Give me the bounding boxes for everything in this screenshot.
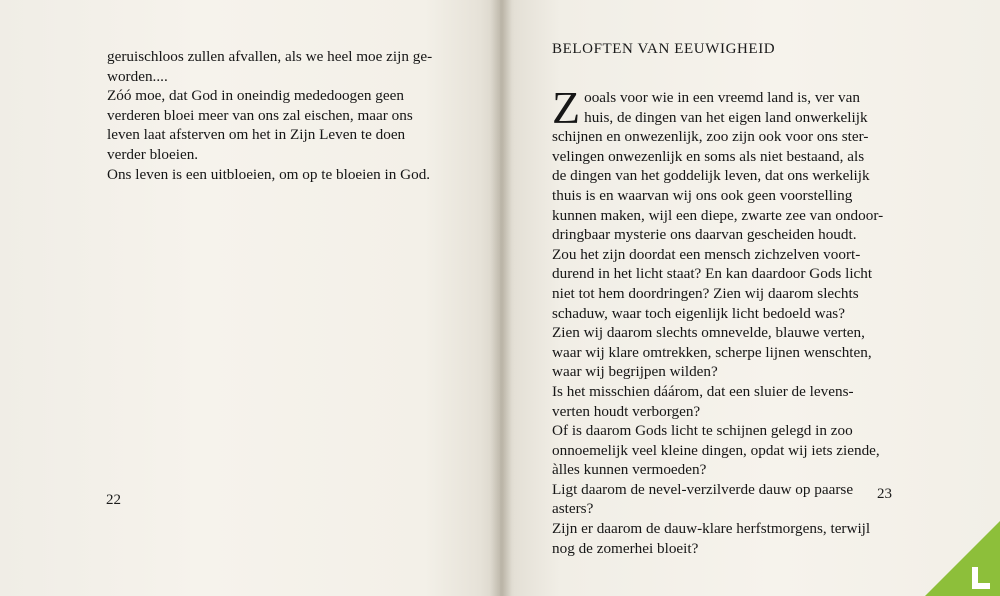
text-line: asters?	[552, 500, 594, 518]
text-line: Zou het zijn doordat een mensch zichzelven voort-	[552, 245, 861, 263]
text-line: huis, de dingen van het eigen land onwerkelijk	[584, 108, 868, 126]
watermark-logo	[925, 521, 1000, 596]
text-line: schaduw, waar toch eigenlijk licht bedoeld was?	[552, 304, 845, 322]
text-line: verderen bloei meer van ons zal eischen, maar ons	[107, 106, 413, 124]
page-number-right: 23	[877, 486, 892, 502]
text-line: geruischloos zullen afvallen, als we heel moe zijn ge-	[107, 48, 433, 65]
drop-cap: Z	[552, 82, 581, 133]
text-line: verder bloeien.	[107, 145, 199, 163]
text-line: àlles kunnen vermoeden?	[552, 461, 707, 479]
text-line: waar wij begrijpen wilden?	[552, 363, 718, 381]
text-line: Zijn er daarom de dauw-klare herfstmorgens, terwijl	[552, 520, 871, 538]
text-line: leven laat afsterven om het in Zijn Leven te doen	[107, 126, 406, 144]
text-line: dringbaar mysterie ons daarvan gescheiden houdt.	[552, 226, 857, 244]
text-line: Ons leven is een uitbloeien, om op te bloeien in God.	[107, 165, 431, 183]
text-line: de dingen van het goddelijk leven, dat ons werkelijk	[552, 167, 870, 185]
text-line: kunnen maken, wijl een diepe, zwarte zee van ondoor-	[552, 206, 884, 224]
text-line: Is het misschien dáárom, dat een sluier de levens-	[552, 382, 854, 400]
text-line: Zóó moe, dat God in oneindig mededoogen geen	[107, 87, 404, 105]
text-line: thuis is en waarvan wij ons ook geen voorstelling	[552, 186, 853, 204]
text-line: schijnen en onwezenlijk, zoo zijn ook voor ons ster-	[552, 128, 869, 146]
text-line: onnoemelijk veel kleine dingen, opdat wij iets ziende,	[552, 441, 880, 459]
text-line: niet tot hem doordringen? Zien wij daarom slechts	[552, 284, 859, 302]
right-page-body	[552, 82, 912, 558]
text-line: Of is daarom Gods licht te schijnen gelegd in zoo	[552, 422, 853, 440]
text-line: worden....	[107, 67, 168, 85]
book-gutter	[490, 0, 512, 596]
text-line: Zien wij daarom slechts omnevelde, blauwe verten,	[552, 324, 865, 342]
text-line: nog de zomerhei bloeit?	[552, 539, 699, 557]
left-page-body	[107, 47, 452, 184]
text-line: ooals voor wie in een vreemd land is, ver van	[584, 89, 860, 106]
opening-paragraph	[552, 82, 912, 133]
text-line: Ligt daarom de nevel-verzilverde dauw op paarse	[552, 480, 854, 498]
page-number-left: 22	[106, 492, 121, 508]
text-line: verten houdt verborgen?	[552, 402, 701, 420]
chapter-title: BELOFTEN VAN EEUWIGHEID	[552, 41, 776, 57]
text-line: waar wij klare omtrekken, scherpe lijnen wenschten,	[552, 343, 872, 361]
text-line: durend in het licht staat? En kan daardoor Gods licht	[552, 265, 873, 283]
text-line: velingen onwezenlijk en soms als niet bestaand, als	[552, 147, 865, 165]
right-page	[500, 0, 1000, 596]
